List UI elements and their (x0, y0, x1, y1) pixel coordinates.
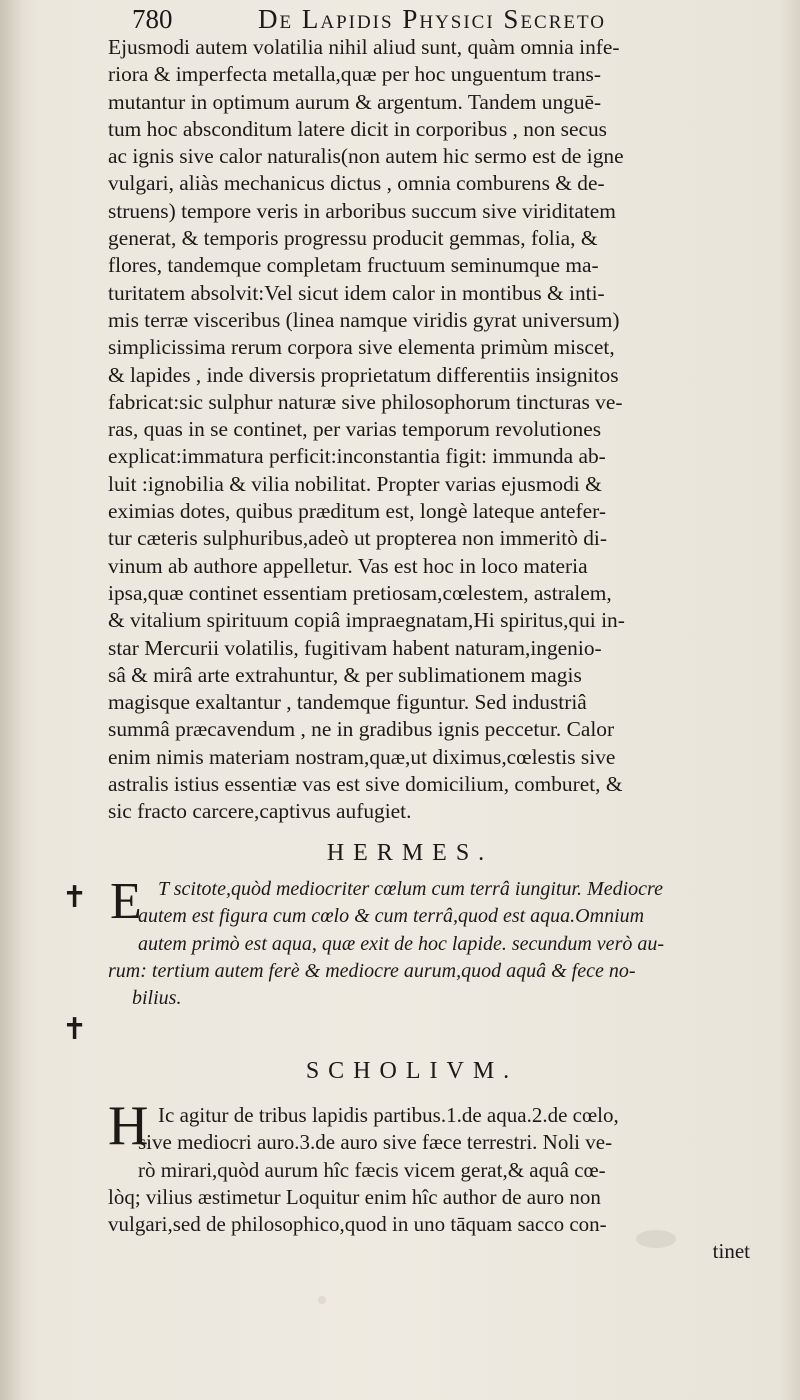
ink-spot (318, 1296, 326, 1304)
margin-cross-mark: ✝ (62, 1012, 88, 1047)
text-line: flores, tandemque completam fructuum seminumque ma- (108, 253, 599, 278)
quote-line: T scitote,quòd mediocriter cœlum cum terrâ iungitur. Mediocre (158, 878, 663, 900)
text-line: Ic agitur de tribus lapidis partibus.1.de aqua.2.de cœlo, (158, 1103, 619, 1127)
text-line: vulgari, aliàs mechanicus dictus , omnia comburens & de- (108, 171, 605, 196)
text-line: magisque exaltantur , tandemque figuntur. Sed industriâ (108, 690, 587, 715)
text-line: & lapides , inde diversis proprietatum differentiis insignitos (108, 362, 619, 387)
text-line: ras, quas in se continet, per varias temporum revolutiones (108, 417, 602, 442)
text-line: astralis istius essentiæ vas est sive domicilium, comburet, & (108, 772, 623, 797)
margin-cross-mark: ✝ (62, 880, 88, 915)
catchword: tinet (712, 1239, 750, 1264)
text-line: vulgari,sed de philosophico,quod in uno tāquam sacco con- (108, 1212, 607, 1237)
text-line: simplicissima rerum corpora sive elementa primùm miscet, (108, 335, 615, 360)
text-line: mutantur in optimum aurum & argentum. Tandem unguē- (108, 89, 602, 114)
main-paragraph (108, 34, 788, 826)
text-line: generat, & temporis progressu producit gemmas, folia, & (108, 226, 598, 251)
running-title: De Lapidis Physici Secreto (258, 4, 606, 34)
text-line: summâ præcavendum , ne in gradibus ignis peccetur. Calor (108, 717, 615, 742)
text-line: eximias dotes, quibus præditum est, longè lateque antefer- (108, 499, 606, 524)
drop-initial: H (108, 1095, 149, 1157)
quote-line: bilius. (132, 987, 182, 1010)
text-line: star Mercurii volatilis, fugitivam habent naturam,ingenio- (108, 635, 602, 660)
quote-line: autem primò est aqua, quæ exit de hoc lapide. secundum verò au- (138, 932, 665, 955)
text-line: tur cæteris sulphuribus,adeò ut propterea non immeritò di- (108, 526, 608, 551)
text-line: sic fracto carcere,captivus aufugiet. (108, 799, 412, 824)
text-line: fabricat:sic sulphur naturæ sive philosophorum tincturas ve- (108, 389, 623, 414)
text-line: Ejusmodi autem volatilia nihil aliud sunt, quàm omnia infe- (108, 35, 620, 59)
text-line: & vitalium spirituum copiâ impraegnatam,Hi spiritus,qui in- (108, 608, 625, 633)
text-line: enim nimis materiam nostram,quæ,ut diximus,cœlestis sive (108, 744, 616, 769)
paper-stain (636, 1230, 676, 1248)
text-line: ac ignis sive calor naturalis(non autem hic sermo est de igne (108, 144, 624, 169)
text-line: explicat:immatura perficit:inconstantia figit: immunda ab- (108, 444, 606, 469)
text-line: luit :ignobilia & vilia nobilitat. Propter varias ejusmodi & (108, 471, 602, 496)
quote-line: rum: tertium autem ferè & mediocre aurum,quod aquâ & fece no- (108, 959, 636, 982)
text-line: vinum ab authore appelletur. Vas est hoc in loco materia (108, 553, 588, 578)
hermes-heading: HERMES. (326, 840, 494, 866)
text-line: mis terræ visceribus (linea namque viridis gyrat universum) (108, 307, 620, 332)
scholium-paragraph (108, 1102, 798, 1266)
scholium-heading: SCHOLIVM. (305, 1058, 519, 1084)
text-line: ipsa,quæ continet essentiam pretiosam,cœlestem, astralem, (108, 580, 612, 605)
text-line: lòq; vilius æstimetur Loquitur enim hîc author de auro non (108, 1184, 601, 1209)
page-number: 780 (132, 4, 173, 34)
text-line: sive mediocri auro.3.de auro sive fæce terrestri. Noli ve- (138, 1130, 613, 1155)
text-line: sâ & mirâ arte extrahuntur, & per sublimationem magis (108, 662, 582, 687)
text-line: tum hoc absconditum latere dicit in corporibus , non secus (108, 116, 608, 141)
text-line: rò mirari,quòd aurum hîc fæcis vicem gerat,& aquâ cœ- (138, 1157, 606, 1182)
text-line: turitatem absolvit:Vel sicut idem calor in montibus & inti- (108, 280, 605, 305)
drop-initial: E (110, 873, 142, 930)
text-line: riora & imperfecta metalla,quæ per hoc unguentum trans- (108, 62, 601, 87)
quote-line: autem est figura cum cœlo & cum terrâ,quod est aqua.Omnium (138, 905, 645, 928)
text-line: struens) tempore veris in arboribus succum sive viriditatem (108, 198, 616, 223)
page-gutter (0, 0, 22, 1400)
hermes-quotation (108, 873, 798, 1012)
